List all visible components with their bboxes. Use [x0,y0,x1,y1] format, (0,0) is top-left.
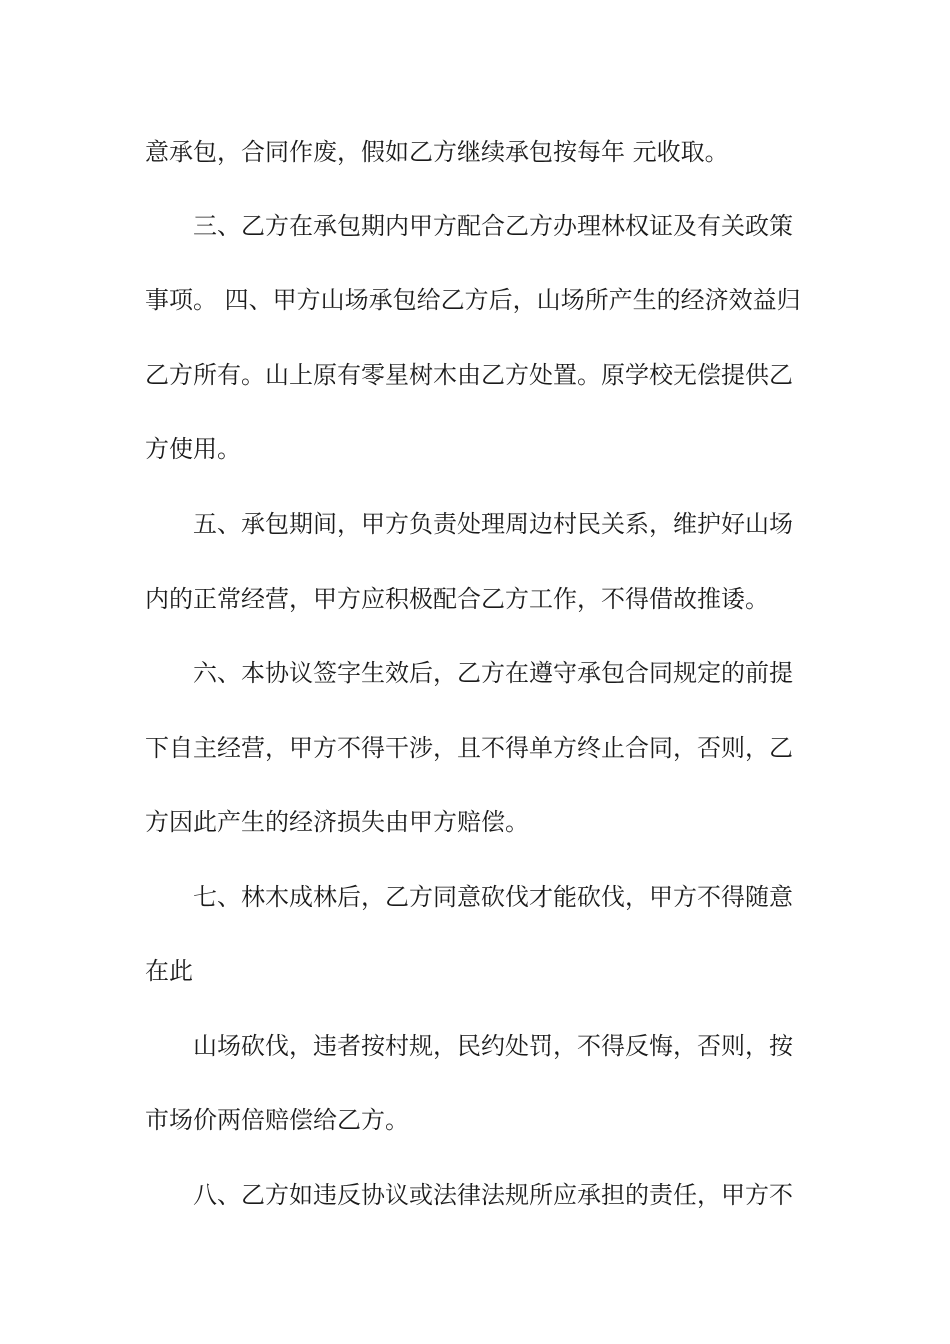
text-line: 市场价两倍赔偿给乙方。 [145,1106,409,1134]
text-line: 八、乙方如违反协议或法律法规所应承担的责任，甲方不 [193,1181,793,1209]
text-line: 山场砍伐，违者按村规，民约处罚，不得反悔，否则，按 [193,1032,793,1060]
text-line: 在此 [145,957,193,985]
text-line: 方因此产生的经济损失由甲方赔偿。 [145,808,529,836]
text-line: 内的正常经营，甲方应积极配合乙方工作，不得借故推诿。 [145,585,769,613]
text-line: 方使用。 [145,435,241,463]
text-line: 七、林木成林后，乙方同意砍伐才能砍伐，甲方不得随意 [193,883,793,911]
text-line: 三、乙方在承包期内甲方配合乙方办理林权证及有关政策 [193,212,793,240]
text-line: 乙方所有。山上原有零星树木由乙方处置。原学校无偿提供乙 [145,361,793,389]
text-line: 意承包，合同作废，假如乙方继续承包按每年 元收取。 [145,138,729,166]
text-line: 下自主经营，甲方不得干涉，且不得单方终止合同，否则，乙 [145,734,793,762]
text-line: 六、本协议签字生效后，乙方在遵守承包合同规定的前提 [193,659,793,687]
text-line: 事项。 四、甲方山场承包给乙方后，山场所产生的经济效益归 [145,286,801,314]
text-line: 五、承包期间，甲方负责处理周边村民关系，维护好山场 [193,510,793,538]
